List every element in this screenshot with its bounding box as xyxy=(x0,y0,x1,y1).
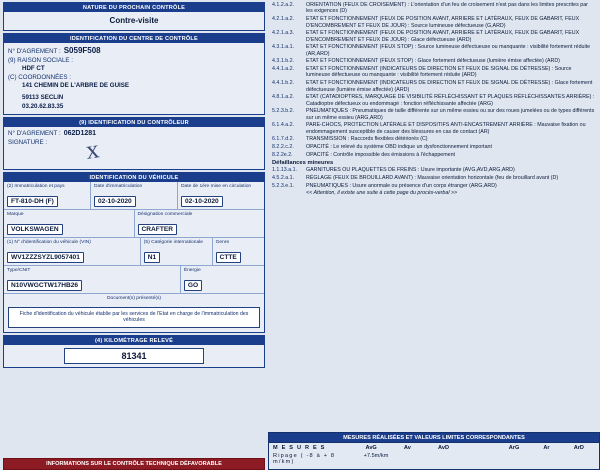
vehicle-field-model-value: CRAFTER xyxy=(138,224,178,235)
minor-defect-row xyxy=(272,175,596,181)
defect-row xyxy=(272,66,596,79)
vehicle-field-category xyxy=(141,238,213,265)
defect-code: 4.3.1.a.1. xyxy=(272,44,295,51)
vehicle-field-firstreg xyxy=(178,182,264,209)
center-agreement-label: N° D'AGREMENT : xyxy=(8,48,61,55)
measures-header: MESURES RÉALISÉES ET VALEURS LIMITES CORRESPONDANTES xyxy=(268,432,600,443)
vehicle-documents-note: Fiche d'identification du véhicule établie par les services de l'Etat en charge de l'immatriculation des véhicules xyxy=(8,307,260,329)
measures-col-arg: ArG xyxy=(508,445,520,451)
defect-text: ETAT ET FONCTIONNEMENT (FEUX DE POSITION AVANT, ARRIERE ET LATÉRAUX, FEUX DE GABARIT, FEUX D'ENCOMBREMENT ET FEUX DE JOUR) : Source lumineuse défectueuse (G,ARD) xyxy=(306,16,580,29)
controller-signature-label: SIGNATURE : xyxy=(8,138,48,146)
vehicle-field-genre-label: Genre xyxy=(215,240,230,245)
defect-code: 4.8.1.a.2. xyxy=(272,94,295,101)
continuation-text: << Attention, il existe une suite à cette page du procès-verbal >> xyxy=(306,190,458,197)
vehicle-field-category-label: (5) Catégorie internationale xyxy=(143,240,203,245)
measures-table xyxy=(268,443,600,470)
defect-row xyxy=(272,30,596,43)
defect-text: ETAT ET FONCTIONNEMENT (INDICATEURS DE DIRECTION ET FEUX DE SIGNAL DE DÉTRESSE) : Glace fortement défectueuse (lumière émise affectée) (ARD) xyxy=(306,80,593,93)
minor-defect-text: GARNITURES OU PLAQUETTES DE FREINS : Usure importante (AVG,AVD,ARG,ARD) xyxy=(306,167,515,174)
center-address-line1: 141 CHEMIN DE L'ARBRE DE GUISE xyxy=(22,82,130,89)
minor-defect-row xyxy=(272,183,596,189)
vehicle-field-model-label: Désignation commerciale xyxy=(137,212,193,217)
measures-row xyxy=(273,453,595,465)
center-phone: 03.20.62.83.35 xyxy=(22,102,64,110)
defect-row xyxy=(272,16,596,29)
vehicle-field-regdate xyxy=(91,182,178,209)
defect-code: 8.2.2.c.2. xyxy=(272,144,294,151)
minor-defect-text: RÉGLAGE (FEUX DE BROUILLARD AVANT) : Mauvaise orientation horizontale (feu de brouillard avant (D) xyxy=(306,174,559,181)
center-phone-row xyxy=(8,103,260,110)
defect-row xyxy=(272,58,596,64)
vehicle-field-cnit xyxy=(4,266,181,293)
defect-code: 8.2.2e.2. xyxy=(272,151,293,158)
defect-row xyxy=(272,2,596,15)
center-social-row xyxy=(8,57,260,64)
measures-col-ard: ArD xyxy=(573,445,584,451)
left-column xyxy=(0,0,268,470)
vehicle-field-regdate-label: Date d'immatriculation xyxy=(94,184,143,189)
defect-code: 4.4.1.a.2. xyxy=(272,66,295,73)
vehicle-row-3 xyxy=(4,237,264,265)
defect-text: ETAT ET FONCTIONNEMENT (INDICATEURS DE DIRECTION ET FEUX DE SIGNAL DE DÉTRESSE) : Source lumineuse défectueuse ou manquante : visibilité fortement réduite (ARD) xyxy=(306,66,572,79)
continuation-row xyxy=(272,190,596,196)
vehicle-field-cnit-label: Type/CNIT xyxy=(7,268,31,273)
measures-row-blank xyxy=(471,453,509,465)
minor-defect-code: 4.5.2.a.1. xyxy=(272,174,295,181)
mileage-value: 81341 xyxy=(64,348,204,364)
measures-col-label: M E S U R E S xyxy=(273,445,326,451)
vehicle-field-make-label: Marque xyxy=(7,212,24,217)
center-coord-label: (C) COORDONNÉES : xyxy=(8,73,71,81)
vehicle-field-cnit-value: N10VWGCTW17HB26 xyxy=(7,280,82,291)
vehicle-identification-header: IDENTIFICATION DU VÉHICULE xyxy=(4,173,264,182)
vehicle-field-vin-value: WV1ZZZSYZL9057401 xyxy=(7,252,84,263)
next-control-box xyxy=(3,2,265,31)
center-social-label: (9) RAISON SOCIALE : xyxy=(8,56,73,64)
defect-row xyxy=(272,94,596,107)
vehicle-documents-label-cell xyxy=(4,294,264,304)
minor-defect-row xyxy=(272,167,596,173)
defect-code: 4.2.1.a.2. xyxy=(272,16,295,23)
vehicle-field-plate-value: FT-810-DH (F) xyxy=(7,196,58,207)
defect-code: 4.4.1.b.2. xyxy=(272,80,295,87)
measures-section xyxy=(268,432,600,470)
vehicle-field-firstreg-label: Date de 1ère mise en circulation xyxy=(181,184,252,189)
mileage-header: (4) KILOMÉTRAGE RELEVÉ xyxy=(4,336,264,345)
center-address-line2: 59113 SECLIN xyxy=(22,94,64,101)
defect-row xyxy=(272,152,596,158)
vehicle-field-vin-label: (1) N° d'identification du véhicule (VIN) xyxy=(7,240,91,245)
defect-text: ETAT ET FONCTIONNEMENT (FEUX STOP) : Source lumineuse défectueuse ou manquante : visibilité fortement réduite (AR,ARD) xyxy=(306,44,591,57)
defect-row xyxy=(272,122,596,135)
defect-text: TRANSMISSION : Raccords flexibles détériorés (C) xyxy=(306,136,428,143)
measures-row-avd xyxy=(433,453,471,465)
measures-row-arg xyxy=(509,453,543,465)
center-coord-row xyxy=(8,74,260,81)
measures-header-row xyxy=(273,445,595,451)
defect-text: OPACITÉ : Contrôle impossible des émissions à l'échappement xyxy=(306,151,455,158)
defect-code: 4.2.1.a.3. xyxy=(272,30,295,37)
measures-row-ard xyxy=(543,453,577,465)
vehicle-row-2 xyxy=(4,209,264,237)
vehicle-field-make-value: VOLKSWAGEN xyxy=(7,224,63,235)
controller-agreement-value: 062D1281 xyxy=(63,130,97,137)
center-agreement-row xyxy=(8,46,260,55)
vehicle-field-firstreg-value: 02-10-2020 xyxy=(181,196,223,207)
controller-header: (9) IDENTIFICATION DU CONTRÔLEUR xyxy=(4,118,264,127)
defect-code: 4.3.1.b.2. xyxy=(272,58,295,65)
measures-row-av xyxy=(395,453,433,465)
measures-col-avd: AvD xyxy=(438,445,450,451)
center-social-value-row xyxy=(8,65,260,72)
vehicle-field-vin xyxy=(4,238,141,265)
measures-col-avg: AvG xyxy=(365,445,377,451)
vehicle-field-make xyxy=(4,210,135,237)
vehicle-field-genre-value: CTTE xyxy=(216,252,241,263)
defect-code: 5.2.3.b.2. xyxy=(272,108,295,115)
minor-defect-code: 1.1.13.a.1. xyxy=(272,167,298,174)
defect-row xyxy=(272,44,596,57)
defect-text: PARE-CHOCS, PROTECTION LATÉRALE ET DISPOSITIFS ANTI-ENCASTREMENT ARRIÈRE : Mauvaise fixation ou endommagement susceptible de causer des blessures en cas de contact (AR) xyxy=(306,122,586,135)
defect-row xyxy=(272,144,596,150)
vehicle-field-regdate-value: 02-10-2020 xyxy=(94,196,136,207)
defect-code: 4.1.2.a.2. xyxy=(272,2,295,8)
center-address2-row xyxy=(8,94,260,101)
center-social-value: HDF CT xyxy=(22,65,45,72)
controller-box xyxy=(3,117,265,170)
controller-agreement-row xyxy=(8,130,260,137)
next-control-value: Contre-visite xyxy=(109,16,159,25)
minor-defect-text: PNEUMATIQUES : Usure anormale ou présence d'un corps étranger (ARG,ARD) xyxy=(306,182,497,189)
vehicle-field-category-value: N1 xyxy=(144,252,160,263)
vehicle-field-genre xyxy=(213,238,264,265)
vehicle-field-energy-value: GO xyxy=(184,280,202,291)
defect-row xyxy=(272,80,596,93)
vehicle-row-1 xyxy=(4,182,264,209)
center-address1-row xyxy=(8,82,260,89)
unfavorable-control-bar: INFORMATIONS SUR LE CONTRÔLE TECHNIQUE DÉFAVORABLE xyxy=(3,458,265,470)
vehicle-field-energy xyxy=(181,266,264,293)
minor-defects-title: Défaillances mineures xyxy=(272,160,334,167)
measures-col-ar: Ar xyxy=(543,445,550,451)
defect-text: ORIENTATION (FEUX DE CROISEMENT) : L'orientation d'un feu de croisement n'est pas dans les limites prescrites par les exigences (D) xyxy=(306,2,588,15)
defect-text: OPACITÉ : Le relevé du système OBD indique un dysfonctionnement important xyxy=(306,144,492,151)
minor-defect-code: 5.2.3.e.1. xyxy=(272,182,295,189)
vehicle-field-plate xyxy=(4,182,91,209)
defect-row xyxy=(272,108,596,121)
defects-list xyxy=(268,0,600,197)
measures-col-blank xyxy=(462,445,498,451)
vehicle-row-docs xyxy=(4,293,264,304)
mileage-box xyxy=(3,335,265,368)
control-center-box xyxy=(3,33,265,115)
next-control-header: NATURE DU PROCHAIN CONTRÔLE xyxy=(4,3,264,12)
defect-text: ETAT (CATADIOPTRES, MARQUAGE DE VISIBILITÉ RÉFLÉCHISSANT ET PLAQUES RÉFLÉCHISSANTES ARRIÈRE) : Catadioptre défectueux ou endommagé : fonction réfléchissante affectée (ARG) xyxy=(306,94,595,107)
defect-text: ETAT ET FONCTIONNEMENT (FEUX DE POSITION AVANT, ARRIERE ET LATÉRAUX, FEUX DE GABARIT, FEUX D'ENCOMBREMENT ET FEUX DE JOUR) : Glace défectueuse (ARD) xyxy=(306,30,580,43)
right-column xyxy=(268,0,600,470)
vehicle-field-model xyxy=(135,210,265,237)
vehicle-field-plate-label: (2) Immatriculation et pays xyxy=(7,184,65,189)
center-agreement-value: S059F508 xyxy=(63,46,101,55)
measures-col-av: Av xyxy=(403,445,411,451)
defect-code: 6.1.4.a.2. xyxy=(272,122,295,129)
vehicle-row-4 xyxy=(4,265,264,293)
measures-row-avg: +7.5m/km xyxy=(363,453,389,459)
vehicle-documents-label: Document(s) présenté(s) xyxy=(106,296,162,301)
control-center-header: IDENTIFICATION DU CENTRE DE CONTRÔLE xyxy=(4,34,264,43)
defect-code: 6.1.7.d.2. xyxy=(272,136,295,143)
defect-text: PNEUMATIQUES : Pneumatiques de taille différente sur un même essieu ou sur des roues jumelées ou de types différents sur un même essieu (ARG,ARD) xyxy=(306,108,595,121)
signature-mark: x xyxy=(83,133,101,165)
measures-row-label: Ripage ( -8 à + 8 m/km) xyxy=(273,453,336,465)
defect-text: ETAT ET FONCTIONNEMENT (FEUX STOP) : Glace fortement défectueuse (lumière émise affectée) (ARD) xyxy=(306,58,560,65)
vehicle-field-energy-label: Énergie xyxy=(183,268,201,273)
vehicle-identification-box xyxy=(3,172,265,333)
controller-agreement-label: N° D'AGREMENT : xyxy=(8,130,61,137)
defect-row xyxy=(272,136,596,142)
